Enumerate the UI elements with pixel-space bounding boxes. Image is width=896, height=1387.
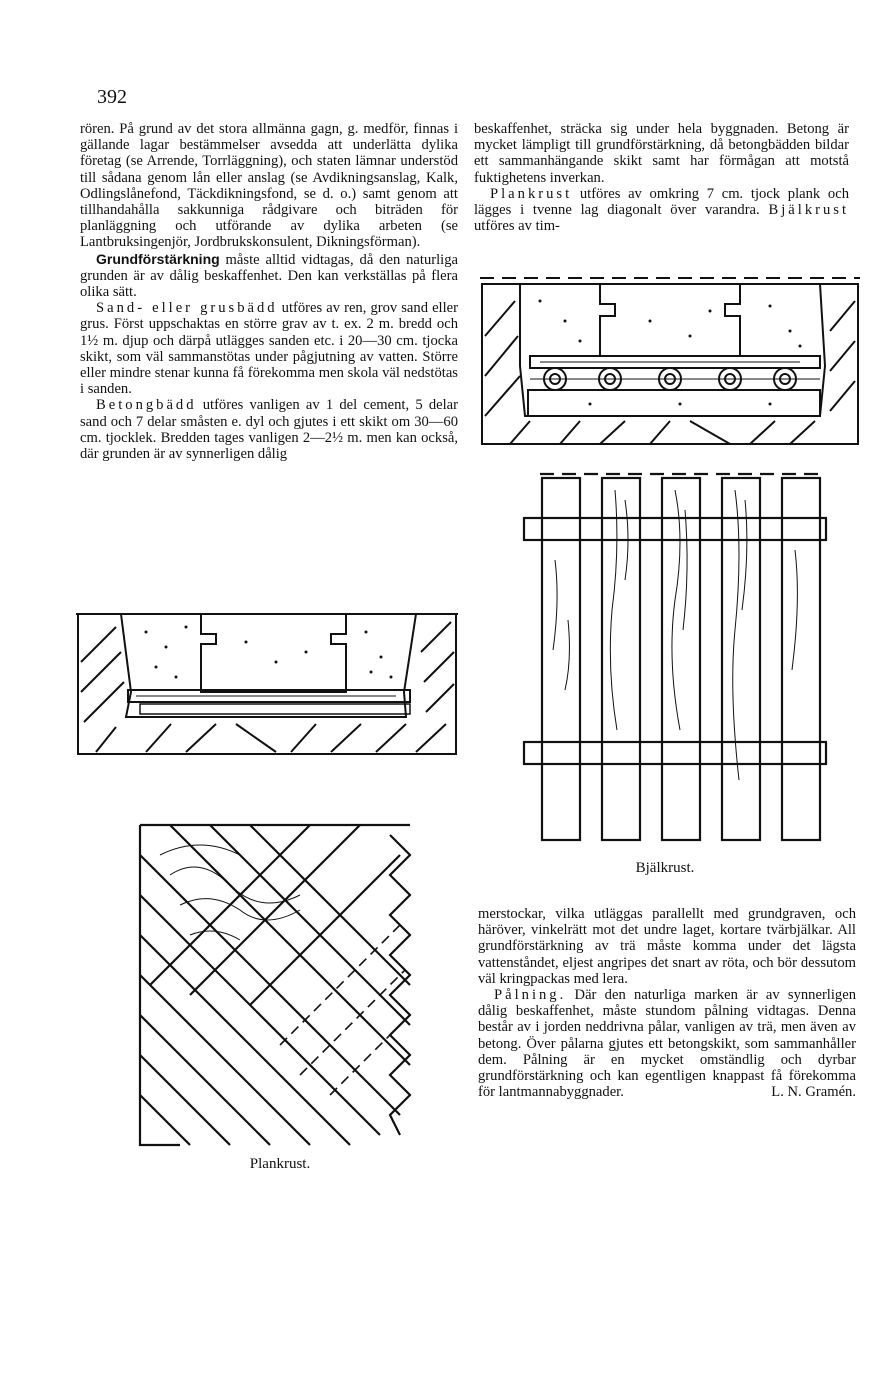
term-betongbadd: Betongbädd — [96, 397, 197, 414]
right-column-bottom-text — [478, 906, 856, 1100]
term-sandbadd: Sand- eller grusbädd — [96, 300, 278, 317]
paragraph-plankrust: Plankrust utföres av omkring 7 cm. tjock plank och lägges i tvenne lag diagonalt över varandra. Bjälkrust utföres av tim- — [474, 185, 850, 235]
term-grundforstarkning: Grundförstärkning — [96, 250, 220, 267]
page-number: 392 — [97, 86, 127, 108]
paragraph-bjalkrust-cont: merstockar, vilka utläggas parallellt med grundgraven, och häröver, vinkelrätt mot det undre laget, kortare tvärbjälkar. All grundförstärkning av trä måste komma under det lägsta vattenståndet, eljest angripes det snart av röta, och bör dessutom väl kringpackas med lera. — [478, 906, 856, 987]
caption-bjalkrust: Bjälkrust. — [635, 860, 695, 876]
figure-bjalkrust-plan — [520, 470, 830, 845]
term-bjalkrust: Bjälkrust — [768, 202, 850, 219]
paragraph-palning: Pålning. Där den naturliga marken är av synnerligen dålig beskaffenhet, måste stundom pålning vidtagas. Denna består av i jorden neddrivna pålar, vanligen av trä, men även av betong. Över pålarna gjutes ett betongskikt, som sammanhåller dem. Pålning är en mycket omständlig och dyrbar grundförstärkning och kan egentligen knappast få förekomma för lantmannabyggnader. L. N. Gramén. — [478, 987, 856, 1101]
caption-plankrust: Plankrust. — [249, 1156, 311, 1172]
left-column-text — [80, 121, 458, 462]
term-plankrust: Plankrust — [490, 185, 573, 202]
figure-plankrust — [130, 815, 420, 1155]
paragraph-betongbadd: Betongbädd utföres vanligen av 1 del cement, 5 delar sand och 7 delar småsten e. dyl och gjutes i ett skikt om 30—60 cm. tjocklek. Bredden tages vanligen 2—2½ m. men kan också, där grunden är av synnerligen dålig — [80, 397, 458, 463]
paragraph-sandbadd: Sand- eller grusbädd utföres av ren, grov sand eller grus. Först uppschaktas en större grav av t. ex. 2 m. bredd och 1½ m. djup och därpå utlägges sanden etc. i 20—30 cm. tjocka skikt, som väl sammanstötas under pågjutning av vatten. Större eller mindre stenar kunna få förekomma men skola väl nedstötas i sanden. — [80, 300, 458, 398]
paragraph-grundforstarkning: Grundförstärkning måste alltid vidtagas, då den naturliga grunden är av dålig beskaffenhet. Den kan verkställas på flera olika sätt. — [80, 250, 458, 301]
figure-plank-foundation-section — [76, 612, 458, 757]
paragraph-dikning-end: rören. På grund av det stora allmänna gagn, g. medför, finnas i gällande lagar bestämmelser avsedda att underlätta dylika företag (se Arrende, Torrläggning), och staten lämnar understöd till sådana genom lån eller anslag (se Avdikningsanslag, Kalk, Odlingslånefond, Täckdikningsfond, se d. o.) samt genom att tillhandahålla sakkunniga rådgivare och biträden för planläggning och utförande av dylika arbeten (se Lantbruksingenjör, Jordbrukskonsulent, Dikningsförman). — [80, 121, 458, 251]
right-column-top-text — [474, 121, 849, 234]
figure-bjalkrust-section — [480, 276, 860, 446]
term-palning: Pålning. — [494, 987, 567, 1004]
paragraph-betong-cont: beskaffenhet, sträcka sig under hela byggnaden. Betong är mycket lämpligt till grundförstärkning, då betongbädden bildar ett sammanhängande skikt samt har förmågan att motstå fuktighetens inverkan. — [474, 121, 849, 186]
author-signature: L. N. Gramén. — [771, 1084, 856, 1101]
